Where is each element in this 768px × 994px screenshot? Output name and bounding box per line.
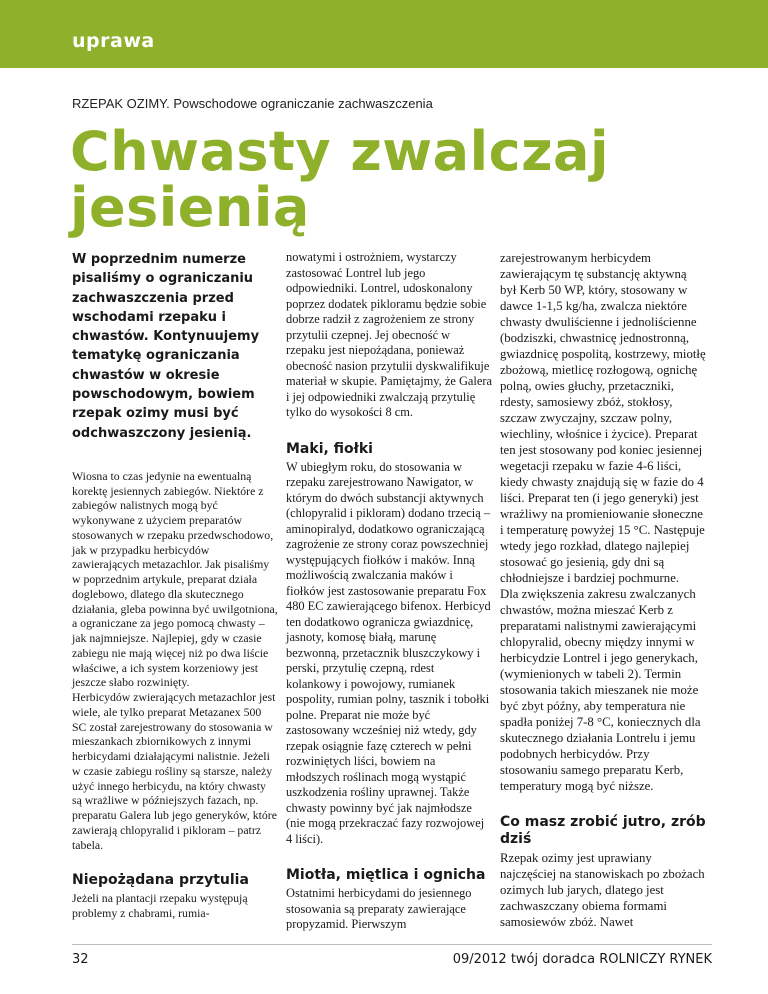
publication-footer: 09/2012 twój doradca ROLNICZY RYNEK: [452, 952, 712, 967]
subheading: Maki, fiołki: [286, 440, 373, 457]
paragraph: nowatymi i ostrożniem, wystarczy zastosować Lontrel lub jego odpowiedniki. Lontrel, udoskonalony poprzez dodatek pikloramu będzie sobie dobrze radził z zagrożeniem ze strony przytulii czepnej. Jej obecność w rzepaku jest niepożądana, ponieważ obecność nasion przytulii dyskwalifikuje materiał w skupie. Pamiętajmy, że Galera i jej odpowiedniki zwalczają przytulię tylko do wysokości 8 cm.: [286, 250, 492, 419]
subheading: Niepożądana przytulia: [72, 872, 249, 889]
lead-paragraph: W poprzednim numerze pisaliśmy o ograniczaniu zachwaszczenia przed wschodami rzepaku i chwastów. Kontynuujemy tematykę ograniczania chwastów w okresie powschodowym, bowiem rzepak ozimy musi być odchwaszczony jesienią.: [72, 252, 260, 441]
column-1: [72, 250, 278, 921]
section-label: uprawa: [72, 30, 155, 52]
paragraph: Herbicydów zwierających metazachlor jest wiele, ale tylko preparat Metazanex 500 SC został zarejestrowany do stosowania w mieszankach zbiornikowych z innymi herbicydami działającymi nalistnie. Jeżeli w czasie zabiegu rośliny są starsze, należy użyć innego herbicydu, na który chwasty są wrażliwe w późniejszych fazach, np. preparatu Galera lub jego generyków, które zawierają chlopyralid i pikloram – patrz tabela.: [72, 690, 277, 852]
paragraph: Rzepak ozimy jest uprawiany najczęściej na stanowiskach po zbożach ozimych lub jarych, dlatego jest zachwaszczany obiema formami samosiewów zbóż. Nawet: [500, 851, 705, 929]
headline: Chwasty zwalczaj jesienią: [70, 120, 610, 239]
paragraph: W ubiegłym roku, do stosowania w rzepaku zarejestrowano Nawigator, w którym do dwóch substancji aktywnych (chlopyralid i pikloram) dodano trzecią – aminopiralyd, dodatkowo ograniczającą zagrożenie ze strony coraz powszechniej występujących fiołków i maków. Inną możliwością zwalczania maków i fiołków jest zastosowanie preparatu Fox 480 EC zawierającego bifenox. Herbicyd ten dodatkowo ogranicza gwiazdnicę, jasnoty, komosę białą, marunę bezwonną, przetacznik bluszczykowy i perski, przytulię czepną, rdest kolankowy i powojowy, rumianek pospolity, rumian polny, tasznik i tobołki polne. Preparat nie może być zastosowany wcześniej niż wtedy, gdy rzepak osiągnie fazę czterech w pełni rozwiniętych liści, bowiem na młodszych roślinach mogą wystąpić uszkodzenia rośliny uprawnej. Także chwasty powinny być jak najmłodsze (nie mogą przekraczać fazy rozwojowej 4 liści).: [286, 459, 491, 846]
paragraph: zarejestrowanym herbicydem zawierającym tę substancję aktywną był Kerb 50 WP, który, stosowany w dawce 1-1,5 kg/ha, zwalcza niektóre chwasty dwuliścienne i jednoliścienne (bodziszki, chwastnicę jednostronną, gwiazdnicę pospolitą, kostrzewy, miotłę zbożową, mietlicę rozłogową, ognichę polną, owies głuchy, przetaczniki, rdesty, samosiewy zbóż, stokłosy, szczaw zwyczajny, szczaw polny, wiechliny, włośnice i życice). Preparat ten jest stosowany pod koniec jesiennej wegetacji rzepaku w fazie 4-6 liści, kiedy chwasty znajdują się w fazie do 4 liści. Preparat ten (i jego generyki) jest wrażliwy na promieniowanie słoneczne i temperaturę powyżej 15 °C. Następuje wtedy jego rozkład, dlatego najlepiej stosować go jesienią, gdy dni są chłodniejsze i bardziej pochmurne.: [500, 251, 706, 585]
page-number: 32: [72, 952, 89, 967]
footer-rule: [72, 944, 712, 945]
section-band: [0, 0, 768, 68]
column-3: [500, 250, 706, 930]
paragraph: Jeżeli na plantacji rzepaku występują problemy z chabrami, rumia-: [72, 891, 248, 921]
kicker: RZEPAK OZIMY. Powschodowe ograniczanie zachwaszczenia: [72, 96, 433, 111]
paragraph: Wiosna to czas jedynie na ewentualną korektę jesiennych zabiegów. Niektóre z zabiegów nalistnych mogą być wykonywane z użyciem preparatów stosowanych w rzepaku przedwschodowo, jak w przypadku herbicydów zawierających metazachlor. Jak pisaliśmy w poprzednim artykule, preparat działa doglebowo, dlatego dla skutecznego działania, gleba powinna być uwilgotniona, a ograniczane za jego pomocą chwasty – jak najmniejsze. Najlepiej, gdy w czasie zabiegu nie mają więcej niż po dwa liście właściwe, a ich system korzeniowy jest jeszcze słabo rozwinięty.: [72, 468, 278, 690]
subheading: Miotła, miętlica i ognicha: [286, 867, 486, 883]
subheading: Co masz zrobić jutro, zrób dziś: [500, 814, 706, 847]
paragraph: Dla zwiększenia zakresu zwalczanych chwastów, można mieszać Kerb z preparatami nalistnymi zawierającymi chlopyralid, obecny między innymi w herbicydzie Lontrel i jego generykach, (wymienionych w tabeli 2). Termin stosowania takich mieszanek nie może być zbyt późny, aby temperatura nie spadła poniżej 7-8 °C, koniecznych dla skutecznego działania Lontrelu i jemu podobnych herbicydów. Przy stosowaniu samego preparatu Kerb, temperatury mogą być niższe.: [500, 587, 701, 793]
column-2: [286, 250, 492, 933]
paragraph: Ostatnimi herbicydami do jesiennego stosowania są preparaty zawierające propyzamid. Pierwszym: [286, 886, 472, 931]
